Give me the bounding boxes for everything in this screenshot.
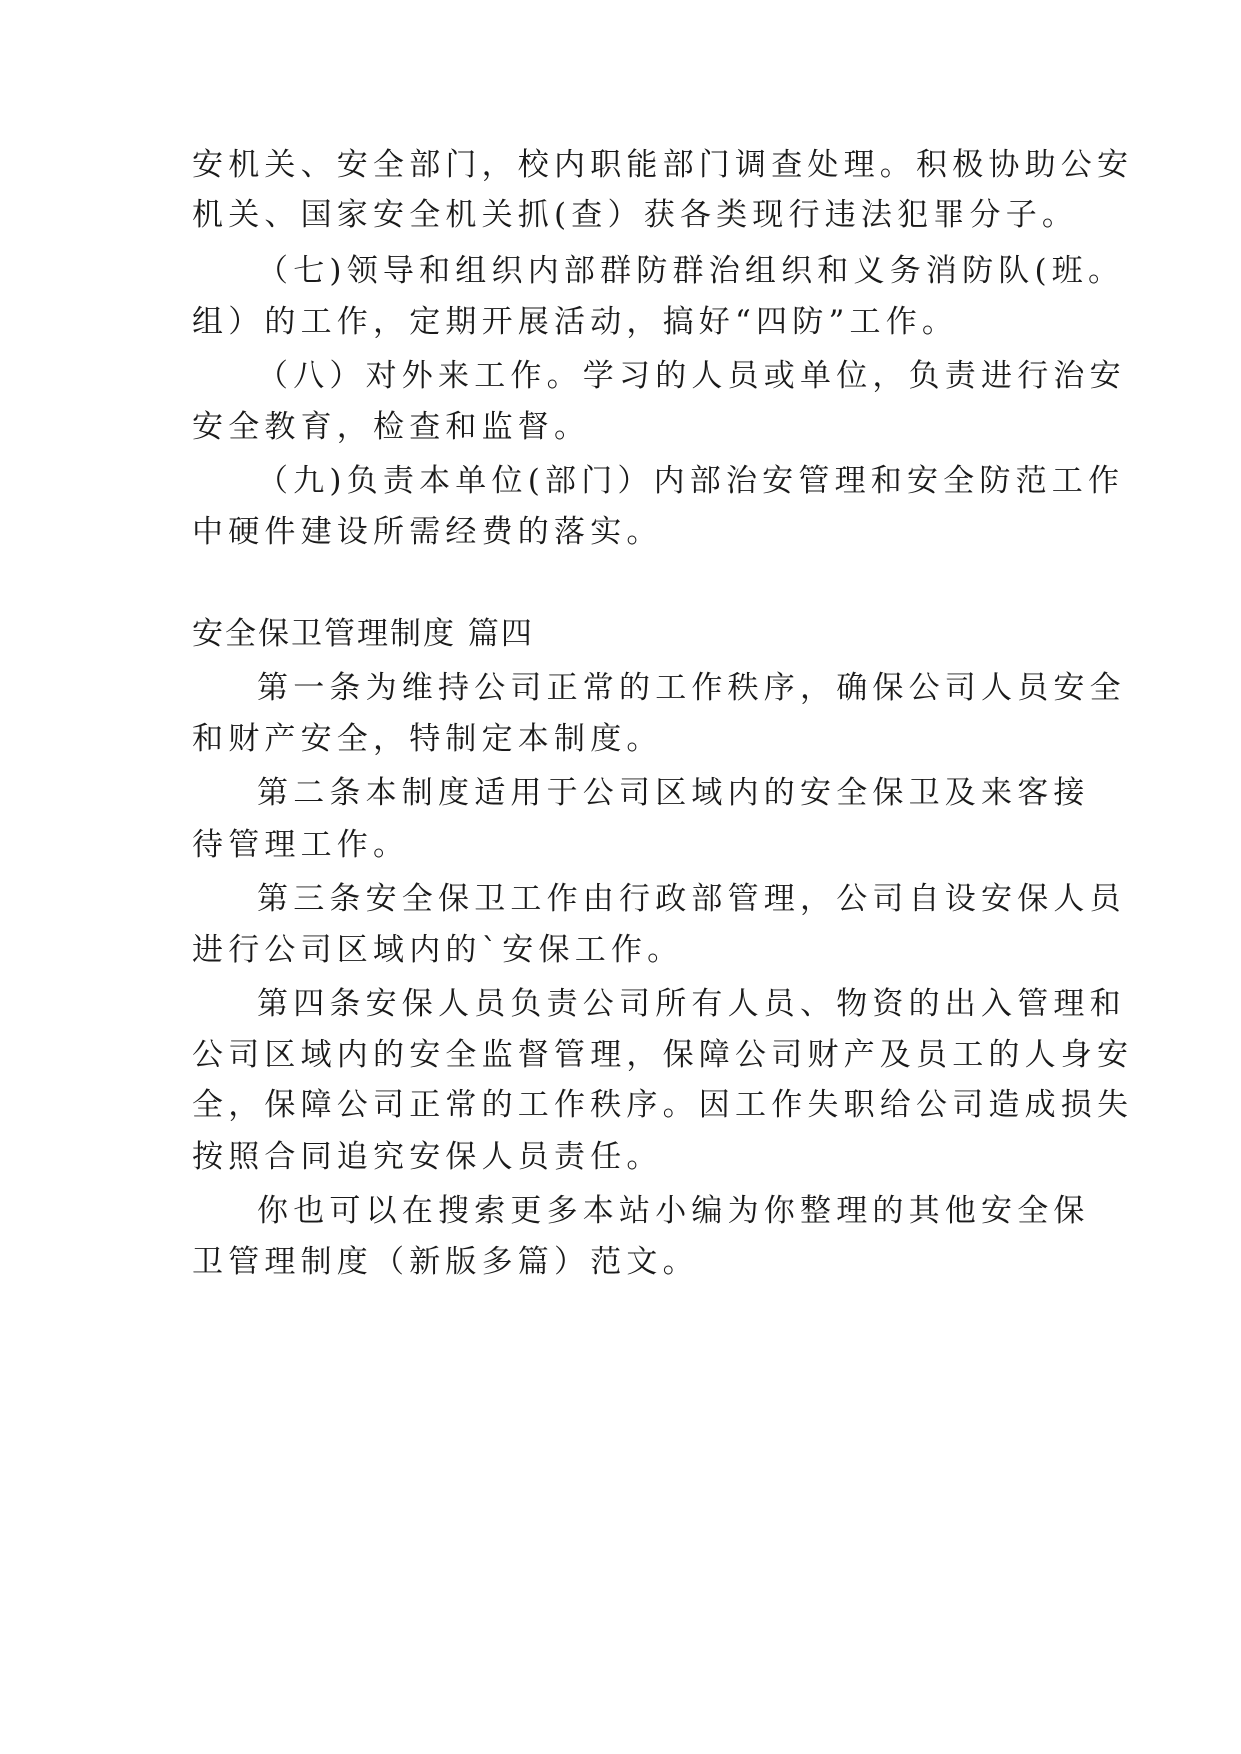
paragraph-line: 进行公司区域内的`安保工作。 (192, 932, 684, 968)
paragraph-line: 机关、国家安全机关抓(查）获各类现行违法犯罪分子。 (192, 197, 1079, 233)
paragraph-line: 组）的工作，定期开展活动，搞好“四防”工作。 (192, 304, 959, 340)
paragraph-line: （八）对外来工作。学习的人员或单位，负责进行治安 (257, 358, 1126, 394)
paragraph-line: 公司区域内的安全监督管理，保障公司财产及员工的人身安 (192, 1037, 1134, 1073)
section-heading: 安全保卫管理制度 篇四 (192, 616, 534, 652)
paragraph-line: 第四条安保人员负责公司所有人员、物资的出入管理和 (257, 986, 1126, 1022)
paragraph-line: 中硬件建设所需经费的落实。 (192, 514, 663, 550)
paragraph-line: 你也可以在搜索更多本站小编为你整理的其他安全保 (257, 1193, 1090, 1229)
paragraph-line: 安机关、安全部门，校内职能部门调查处理。积极协助公安 (192, 147, 1134, 183)
paragraph-line: 卫管理制度（新版多篇）范文。 (192, 1244, 699, 1280)
paragraph-line: 和财产安全，特制定本制度。 (192, 721, 663, 757)
paragraph-line: 第一条为维持公司正常的工作秩序，确保公司人员安全 (257, 670, 1126, 706)
paragraph-line: （九)负责本单位(部门）内部治安管理和安全防范工作 (257, 463, 1125, 499)
paragraph-line: 第三条安全保卫工作由行政部管理，公司自设安保人员 (257, 881, 1126, 917)
paragraph-line: 安全教育，检查和监督。 (192, 409, 591, 445)
paragraph-line: （七)领导和组织内部群防群治组织和义务消防队(班。 (257, 253, 1125, 289)
paragraph-line: 按照合同追究安保人员责任。 (192, 1139, 663, 1175)
paragraph-line: 全，保障公司正常的工作秩序。因工作失职给公司造成损失 (192, 1087, 1134, 1123)
paragraph-line: 待管理工作。 (192, 827, 410, 863)
paragraph-line: 第二条本制度适用于公司区域内的安全保卫及来客接 (257, 775, 1090, 811)
